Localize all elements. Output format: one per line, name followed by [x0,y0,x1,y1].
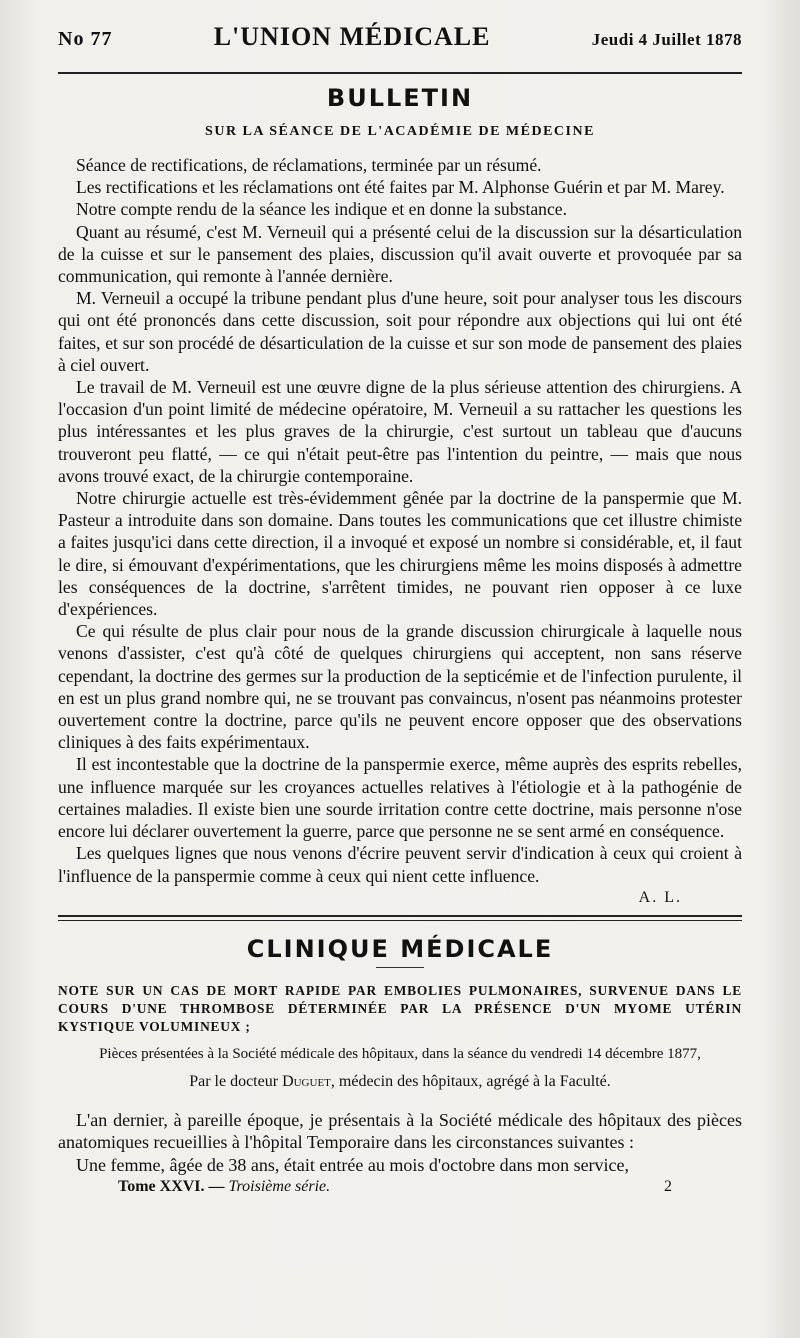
author-name: Duguet [282,1072,331,1090]
paragraph: Il est incontestable que la doctrine de la panspermie exerce, même auprès des esprits rebelles, une influence marquée sur les croyances actuelles relatives à l'étiologie et à la pathogénie de certaines maladies. Il existe bien une sourde irritation contre cette doctrine, mais personne n'ose encore lui déclarer ouvertement la guerre, parce que personne ne se sent armé en conséquence. [58,754,742,842]
presentation-note: Pièces présentées à la Société médicale des hôpitaux, dans la séance du vendredi 14 décembre 1877, [99,1045,701,1062]
bulletin-subtitle: SUR LA SÉANCE DE L'ACADÉMIE DE MÉDECINE [205,124,595,139]
bulletin-title: BULLETIN [326,84,474,112]
paragraph: Ce qui résulte de plus clair pour nous de la grande discussion chirurgicale à laquelle nous venons d'assister, c'est qu'à côté de quelques chirurgiens qui acceptent, non sans réserve cependant, la doctrine des germes sur la production de la septicémie et de l'infection purulente, il en est un plus grand nombre qui, ne se trouvant pas convaincus, n'osent pas néanmoins protester ouvertement contre la doctrine, parce qu'ils ne peuvent encore opposer que des observations cliniques à des faits expérimentaux. [58,621,742,753]
clinique-title: CLINIQUE MÉDICALE [246,934,554,963]
bulletin-body [58,154,742,887]
paragraph: Le travail de M. Verneuil est une œuvre digne de la plus sérieuse attention des chirurgiens. A l'occasion d'un point limité de médecine opératoire, M. Verneuil a su rattacher les questions les plus intéressantes et les plus graves de la chirurgie, c'est surtout un tableau que d'aucuns trouveront peu flatté, — ce qui n'était peut-être pas l'intention du peintre, — mais que nous avons trouvé exact, de la chirurgie contemporaine. [58,377,742,486]
paragraph: Séance de rectifications, de réclamations, terminée par un résumé. [76,155,542,175]
clinique-body [58,1109,742,1176]
running-header [58,22,742,62]
paragraph: Notre compte rendu de la séance les indique et en donne la substance. [76,199,567,220]
paragraph: Une femme, âgée de 38 ans, était entrée au mois d'octobre dans mon service, [76,1154,630,1175]
page-footer [118,1178,672,1196]
author-line [58,1073,742,1091]
issue-number: No 77 [58,28,113,50]
note-title: NOTE SUR UN CAS DE MORT RAPIDE PAR EMBOLIES PULMONAIRES, SURVENUE DANS LE COURS D'UNE THROMBOSE DÉTERMINÉE PAR LA PRÉSENCE D'UN MYOME UTÉRIN KYSTIQUE VOLUMINEUX ; [58,982,742,1034]
issue-date: Jeudi 4 Juillet 1878 [591,30,742,49]
header-rule [58,72,742,74]
tome-line [118,1178,330,1196]
page-number: 2 [664,1177,672,1195]
author-suffix: , médecin des hôpitaux, agrégé à la Faculté. [330,1072,611,1090]
paragraph: Quant au résumé, c'est M. Verneuil qui a présenté celui de la discussion sur la désarticulation de la cuisse et sur le pansement des plaies, discussion qu'il avait ouverte et provoquée par sa communication, qui remonte à l'année dernière. [58,221,742,287]
series-label: Troisième série. [228,1177,331,1195]
title-underline [376,967,424,968]
author-prefix: Par le docteur [189,1072,279,1090]
bulletin-signature: A. L. [638,888,682,906]
paragraph: M. Verneuil a occupé la tribune pendant plus d'une heure, soit pour analyser tous les discours qui ont été prononcés dans cette discussion, soit pour répondre aux objections qui lui ont été faites, et sur son procédé de désarticulation de la cuisse et sur son mode de pansement des plaies à ciel ouvert. [58,288,742,375]
section-divider [58,915,742,921]
journal-title: L'UNION MÉDICALE [213,22,491,51]
tome-label: Tome XXVI. — [118,1177,225,1195]
paragraph: Les quelques lignes que nous venons d'écrire peuvent servir d'indication à ceux qui croient à l'influence de la panspermie comme à ceux qui nient cette influence. [58,843,742,886]
paragraph: L'an dernier, à pareille époque, je présentais à la Société médicale des hôpitaux des pièces anatomiques recueillies à l'hôpital Temporaire dans les circonstances suivantes : [58,1109,742,1153]
paragraph: Notre chirurgie actuelle est très-évidemment gênée par la doctrine de la panspermie que M. Pasteur a introduite dans son domaine. Dans toutes les communications que cet illustre chimiste a faites jusqu'ici dans cette direction, il a invoqué et exposé un nombre si considérable, et, il faut le dire, si émouvant d'expérimentations, que les chirurgiens même les moins disposés à admettre les conséquences de la doctrine, s'arrêtent timides, ne pouvant rien opposer à ce luxe d'expériences. [58,488,742,620]
paragraph: Les rectifications et les réclamations ont été faites par M. Alphonse Guérin et par M. Marey. [76,177,725,198]
